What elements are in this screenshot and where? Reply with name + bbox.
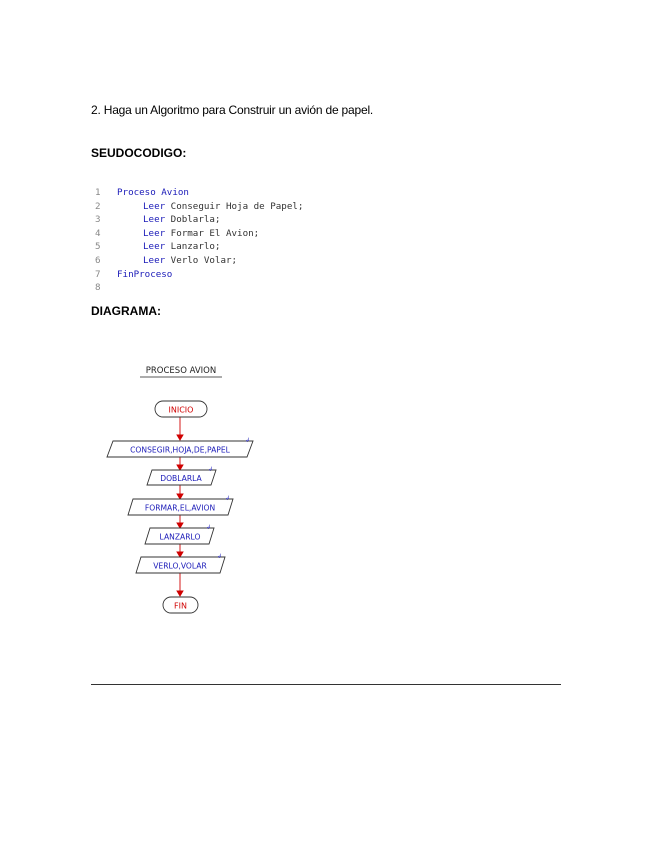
pseudocode-heading: SEUDOCODIGO: (91, 146, 187, 160)
end-terminal (163, 597, 198, 613)
code-text: Formar El Avion; (165, 227, 260, 239)
line-number: 3 (95, 214, 101, 226)
pseudocode-block (95, 186, 303, 295)
line-number: 4 (95, 227, 101, 239)
output-mark-icon: ↲ (206, 524, 212, 531)
step-label: FORMAR,EL,AVION (144, 503, 216, 513)
code-text: Verlo Volar; (165, 254, 238, 266)
output-mark-icon: ↲ (208, 466, 214, 473)
code-keyword: Proceso (117, 187, 156, 198)
line-number: 6 (95, 254, 101, 266)
output-mark-icon: ↲ (225, 495, 231, 502)
code-text: Avion (155, 187, 189, 198)
code-line (95, 186, 303, 200)
code-line (95, 213, 303, 227)
diagram-heading: DIAGRAMA: (91, 304, 161, 318)
output-mark-icon: ↲ (245, 437, 251, 444)
start-label: INICIO (168, 405, 194, 415)
code-text: Doblarla; (165, 214, 221, 226)
code-keyword: Leer (143, 254, 166, 266)
code-line (95, 240, 303, 254)
output-mark-icon: ↲ (217, 553, 223, 560)
code-line (95, 268, 303, 282)
code-keyword: Leer (143, 227, 166, 239)
horizontal-divider (91, 684, 561, 685)
flowchart (100, 358, 270, 620)
end-label: FIN (174, 601, 187, 611)
line-number: 5 (95, 241, 101, 253)
code-text: Conseguir Hoja de Papel; (165, 200, 304, 212)
step-label: DOBLARLA (160, 474, 202, 483)
code-keyword: FinProceso (117, 268, 173, 280)
question-text: 2. Haga un Algoritmo para Construir un avión de papel. (91, 103, 374, 117)
code-keyword: Leer (143, 200, 166, 212)
code-line (95, 254, 303, 268)
code-line (95, 227, 303, 241)
line-number: 2 (95, 200, 101, 212)
flowchart-title: PROCESO AVION (145, 366, 217, 376)
start-terminal (155, 401, 207, 417)
line-number: 7 (95, 268, 101, 280)
line-number: 8 (95, 282, 101, 294)
code-keyword: Leer (143, 241, 166, 253)
step-label: CONSEGIR,HOJA,DE,PAPEL (130, 445, 230, 455)
io-step (147, 466, 216, 485)
code-text: Lanzarlo; (165, 241, 221, 253)
line-number: 1 (95, 187, 101, 198)
step-label: VERLO,VOLAR (153, 561, 207, 571)
code-line (95, 200, 303, 214)
code-line (95, 281, 303, 295)
code-keyword: Leer (143, 214, 166, 226)
step-label: LANZARLO (159, 532, 201, 542)
